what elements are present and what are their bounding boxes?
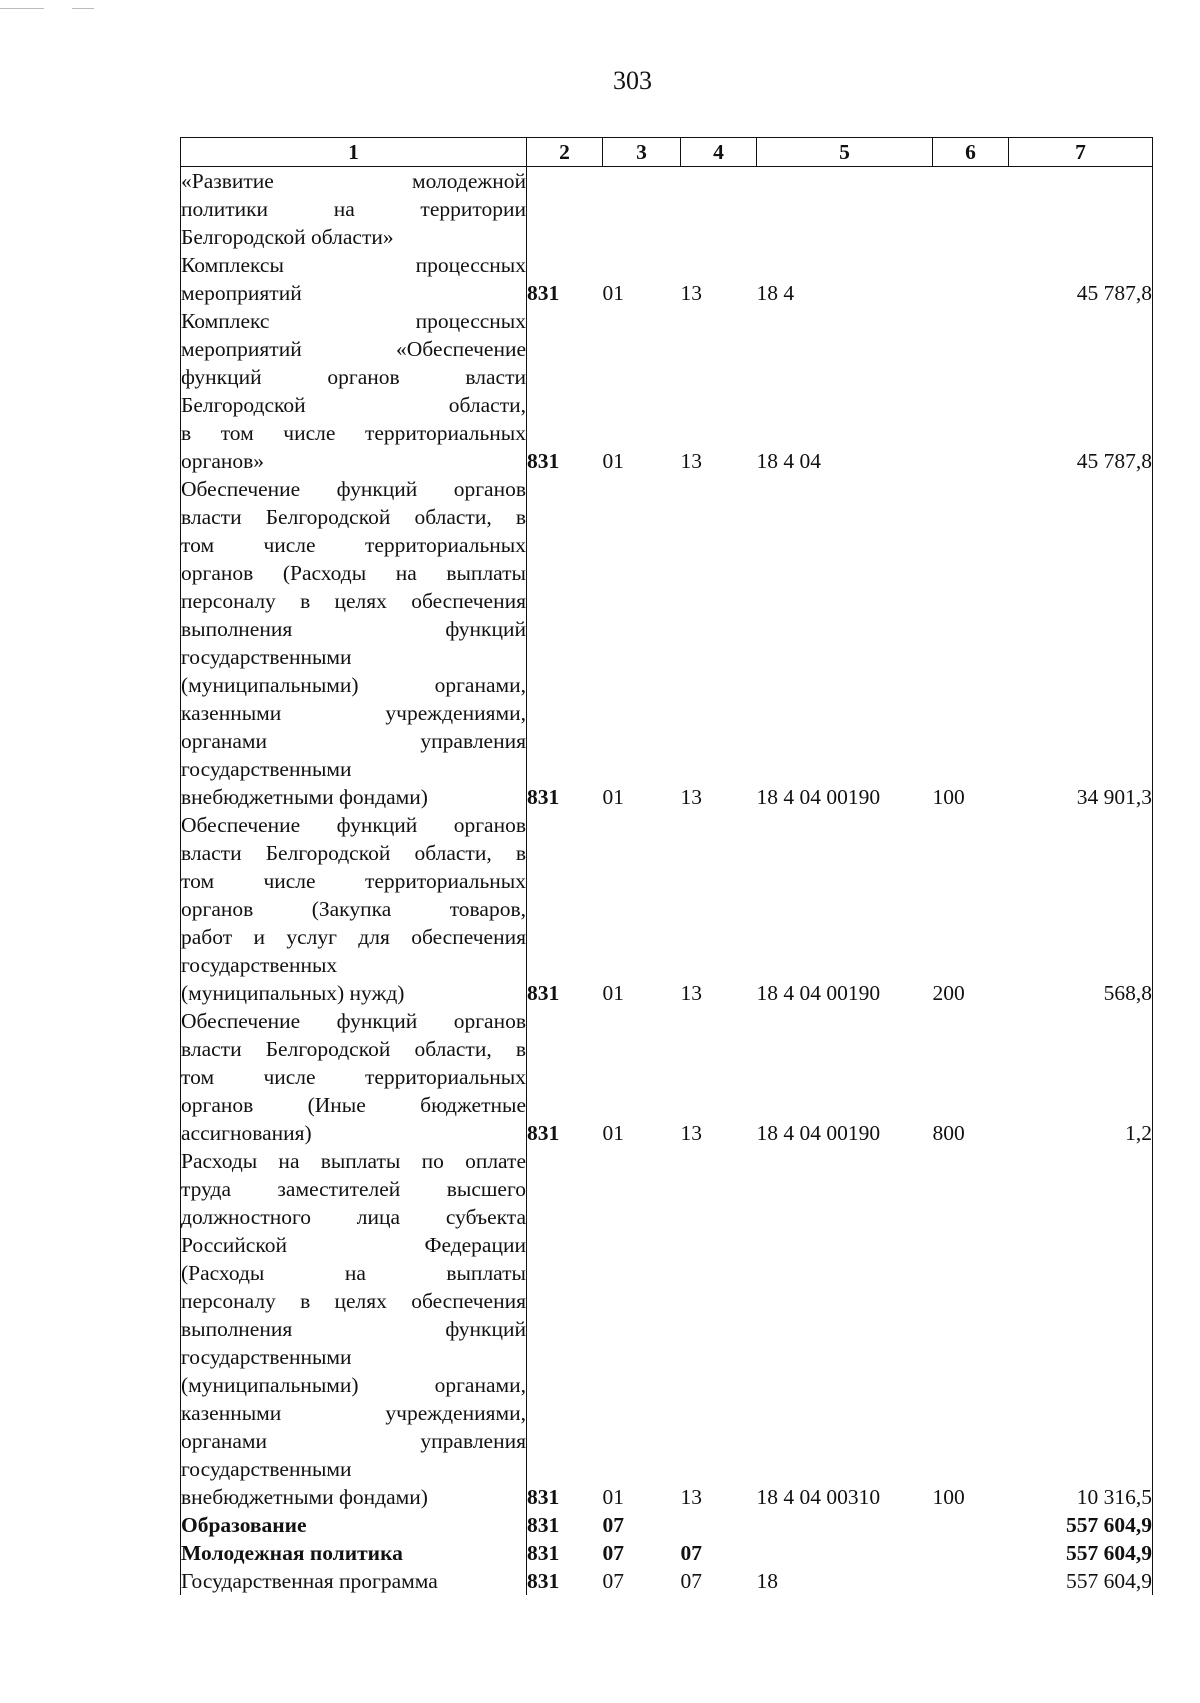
target-article-code: 18 4 04 00190: [756, 785, 881, 809]
target-article-code: 18 4 04: [756, 449, 821, 473]
ministry-code: 831: [527, 1513, 560, 1537]
row-description: [181, 1539, 527, 1567]
description-line: органов (Иные бюджетные: [181, 1093, 526, 1117]
description-line: должностного лица субъекта: [181, 1205, 526, 1229]
row-description: [181, 1567, 527, 1595]
table-row: [181, 307, 1153, 475]
expense-type-code: [933, 307, 1009, 475]
subsection-code: 07: [680, 1569, 702, 1593]
description-line: органов (Расходы на выплаты: [181, 561, 526, 585]
table-row: [181, 167, 1153, 252]
expense-type-code: [933, 1539, 1009, 1567]
row-description: [181, 1147, 527, 1511]
ministry-code: 831: [527, 281, 560, 305]
description-line: функций органов власти: [181, 365, 526, 389]
scan-artifact-line: [72, 8, 94, 9]
description-line: (муниципальными) органами,: [181, 673, 526, 697]
section-code: 07: [602, 1513, 624, 1537]
section-code: 07: [602, 1541, 624, 1565]
table-row: [181, 1511, 1153, 1539]
table-row: [181, 1539, 1153, 1567]
row-description: [181, 167, 527, 252]
ministry-code: 831: [527, 1569, 560, 1593]
ministry-code: 831: [527, 1541, 560, 1565]
row-description: [181, 1007, 527, 1147]
section-code: 07: [602, 1569, 624, 1593]
column-header: 3: [603, 138, 681, 167]
description-line: Расходы на выплаты по оплате: [181, 1149, 526, 1173]
column-header: 4: [681, 138, 757, 167]
column-header: 2: [527, 138, 603, 167]
table-row: [181, 811, 1153, 1007]
section-code: 01: [602, 1485, 624, 1509]
subsection-code: 07: [680, 1541, 702, 1565]
ministry-code: 831: [527, 785, 560, 809]
column-header: 7: [1009, 138, 1153, 167]
amount: 1,2: [1009, 1007, 1153, 1147]
expense-type-code: 800: [932, 1121, 965, 1145]
table-row: [181, 1007, 1153, 1147]
description-line: Обеспечение функций органов: [181, 813, 526, 837]
description-line: мероприятий: [181, 281, 302, 305]
section-code: 01: [602, 281, 624, 305]
amount: 557 604,9: [1009, 1511, 1153, 1539]
ministry-code: 831: [527, 981, 560, 1005]
description-line: Комплекс процессных: [181, 309, 526, 333]
table-row: [181, 1147, 1153, 1511]
table-row: [181, 1567, 1153, 1595]
description-line: Обеспечение функций органов: [181, 1009, 526, 1033]
description-line: в том числе территориальных: [181, 421, 526, 445]
description-line: органами управления: [181, 729, 526, 753]
description-line: казенными учреждениями,: [181, 1401, 526, 1425]
scan-artifact-line: [0, 8, 44, 9]
description-line: казенными учреждениями,: [181, 701, 526, 725]
description-line: Государственная программа: [181, 1569, 438, 1593]
target-article-code: 18 4: [756, 281, 795, 305]
expense-type-code: 100: [932, 1485, 965, 1509]
description-line: органов»: [181, 449, 265, 473]
row-description: [181, 475, 527, 811]
target-article-code: 18 4 04 00190: [756, 1121, 881, 1145]
expense-type-code: 200: [932, 981, 965, 1005]
description-line: Белгородской области,: [181, 393, 526, 417]
description-line: работ и услуг для обеспечения: [181, 925, 526, 949]
row-description: [181, 811, 527, 1007]
expense-type-code: [933, 1511, 1009, 1539]
amount: 10 316,5: [1009, 1147, 1153, 1511]
expense-type-code: [933, 167, 1009, 252]
description-line: Образование: [181, 1513, 307, 1537]
table-header-row: [181, 138, 1153, 167]
section-code: 01: [602, 785, 624, 809]
description-line: власти Белгородской области, в: [181, 841, 526, 865]
subsection-code: 13: [680, 1121, 702, 1145]
subsection-code: [681, 167, 757, 252]
page-number: 303: [613, 66, 652, 95]
description-line: Белгородской области»: [181, 225, 394, 249]
description-line: Молодежная политика: [181, 1541, 403, 1565]
amount: 45 787,8: [1009, 307, 1153, 475]
section-code: [603, 167, 681, 252]
amount: 557 604,9: [1009, 1539, 1153, 1567]
amount: 34 901,3: [1009, 475, 1153, 811]
ministry-code: 831: [527, 449, 560, 473]
target-article-code: [757, 167, 933, 252]
ministry-code: 831: [527, 1121, 560, 1145]
target-article-code: [757, 1511, 933, 1539]
target-article-code: 18 4 04 00190: [756, 981, 881, 1005]
amount: 45 787,8: [1009, 251, 1153, 307]
description-line: персоналу в целях обеспечения: [181, 1289, 526, 1313]
description-line: власти Белгородской области, в: [181, 1037, 526, 1061]
description-line: власти Белгородской области, в: [181, 505, 526, 529]
column-header: 5: [757, 138, 933, 167]
subsection-code: 13: [680, 981, 702, 1005]
description-line: (Расходы на выплаты: [181, 1261, 526, 1285]
description-line: том числе территориальных: [181, 1065, 526, 1089]
subsection-code: 13: [680, 281, 702, 305]
target-article-code: 18: [756, 1569, 778, 1593]
description-line: Комплексы процессных: [181, 253, 526, 277]
section-code: 01: [602, 981, 624, 1005]
description-line: органами управления: [181, 1429, 526, 1453]
description-line: выполнения функций: [181, 1317, 526, 1341]
description-line: внебюджетными фондами): [181, 785, 428, 809]
subsection-code: 13: [680, 449, 702, 473]
amount: [1009, 167, 1153, 252]
budget-table: [180, 137, 1153, 1595]
description-line: (муниципальными) органами,: [181, 1373, 526, 1397]
description-line: государственных: [181, 953, 338, 977]
table-row: [181, 251, 1153, 307]
description-line: персоналу в целях обеспечения: [181, 589, 526, 613]
description-line: «Развитие молодежной: [181, 169, 526, 193]
description-line: труда заместителей высшего: [181, 1177, 526, 1201]
description-line: государственными: [181, 1345, 352, 1369]
description-line: Обеспечение функций органов: [181, 477, 526, 501]
subsection-code: 13: [680, 785, 702, 809]
description-line: (муниципальных) нужд): [181, 981, 405, 1005]
description-line: том числе территориальных: [181, 869, 526, 893]
section-code: 01: [602, 449, 624, 473]
ministry-code: [527, 167, 603, 252]
description-line: политики на территории: [181, 197, 526, 221]
expense-type-code: [933, 1567, 1009, 1595]
table-row: [181, 475, 1153, 811]
subsection-code: 13: [680, 1485, 702, 1509]
table-body: [181, 167, 1153, 1596]
section-code: 01: [602, 1121, 624, 1145]
row-description: [181, 307, 527, 475]
expense-type-code: 100: [932, 785, 965, 809]
description-line: ассигнования): [181, 1121, 312, 1145]
target-article-code: [757, 1539, 933, 1567]
amount: 557 604,9: [1009, 1567, 1153, 1595]
description-line: Российской Федерации: [181, 1233, 526, 1257]
row-description: [181, 251, 527, 307]
row-description: [181, 1511, 527, 1539]
amount: 568,8: [1009, 811, 1153, 1007]
subsection-code: [681, 1511, 757, 1539]
column-header: 6: [933, 138, 1009, 167]
description-line: внебюджетными фондами): [181, 1485, 428, 1509]
ministry-code: 831: [527, 1485, 560, 1509]
target-article-code: 18 4 04 00310: [756, 1485, 881, 1509]
description-line: мероприятий «Обеспечение: [181, 337, 526, 361]
description-line: государственными: [181, 1457, 352, 1481]
description-line: органов (Закупка товаров,: [181, 897, 526, 921]
description-line: выполнения функций: [181, 617, 526, 641]
column-header: 1: [181, 138, 527, 167]
description-line: государственными: [181, 645, 352, 669]
description-line: том числе территориальных: [181, 533, 526, 557]
description-line: государственными: [181, 757, 352, 781]
expense-type-code: [933, 251, 1009, 307]
